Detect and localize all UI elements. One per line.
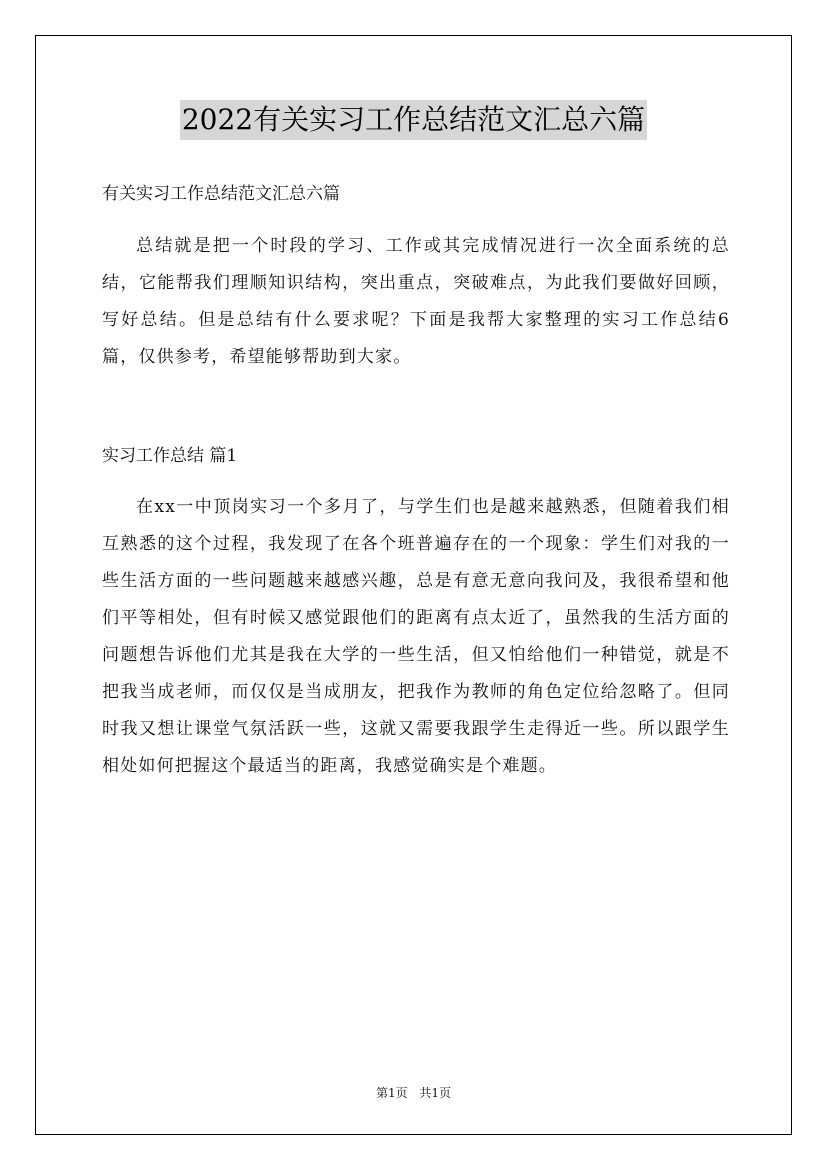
document-title: 2022有关实习工作总结范文汇总六篇 bbox=[180, 100, 647, 140]
intro-paragraph: 总结就是把一个时段的学习、工作或其完成情况进行一次全面系统的总结，它能帮我们理顺知识结构，突出重点，突破难点，为此我们要做好回顾，写好总结。但是总结有什么要求呢？下面是我帮大家整理的实习工作总结6篇，仅供参考，希望能够帮助到大家。 bbox=[102, 236, 730, 367]
page-number-current: 第1页 bbox=[375, 1086, 408, 1100]
page-number-total: 共1页 bbox=[419, 1086, 452, 1100]
document-subtitle: 有关实习工作总结范文汇总六篇 bbox=[102, 184, 340, 204]
section-paragraph: 在xx一中顶岗实习一个多月了，与学生们也是越来越熟悉，但随着我们相互熟悉的这个过程，我发现了在各个班普遍存在的一个现象：学生们对我的一些生活方面的一些问题越来越感兴趣，总是有意无意向我问及，我很希望和他们平等相处，但有时候又感觉跟他们的距离有点太近了，虽然我的生活方面的问题想告诉他们尤其是我在大学的一些生活，但又怕给他们一种错觉，就是不把我当成老师，而仅仅是当成朋友，把我作为教师的角色定位给忽略了。但同时我又想让课堂气氛活跃一些，这就又需要我跟学生走得近一些。所以跟学生相处如何把握这个最适当的距离，我感觉确实是个难题。 bbox=[102, 497, 730, 776]
title-container bbox=[0, 100, 827, 140]
document-body bbox=[102, 176, 730, 785]
section-heading: 实习工作总结 篇1 bbox=[102, 446, 238, 466]
page-footer bbox=[0, 1084, 827, 1101]
